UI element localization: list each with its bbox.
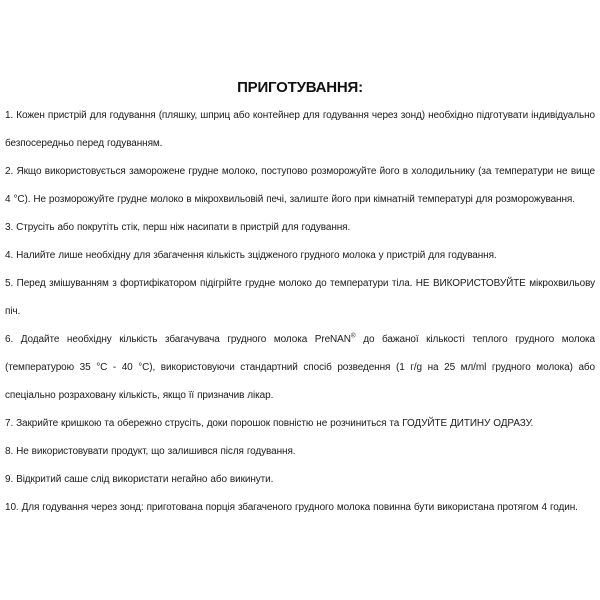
- instruction-item-8: 8. Не використовувати продукт, що залишився після годування.: [5, 446, 296, 457]
- instruction-item-7: 7. Закрийте кришкою та обережно струсіть, доки порошок повністю не розчиниться та ГОДУЙТЕ ДИТИНУ ОДРАЗУ.: [5, 418, 534, 429]
- instruction-item-6: 6. Додайте необхідну кількість збагачувача грудного молока PreNAN® до бажаної кількості теплого грудного молока (температурою 35 °C - 40 °C), використовуючи стандартний спосіб розведення (1 г/g на 25 мл/ml грудного молока) або спеціально розраховану кількість, якщо її призначив лікар.: [5, 332, 595, 401]
- instruction-item-9: 9. Відкритий саше слід використати негайно або викинути.: [5, 474, 274, 485]
- instruction-item-10: 10. Для годування через зонд: приготована порція збагаченого грудного молока повинна бути використана протягом 4 годин.: [5, 502, 578, 513]
- instruction-item-1: 1. Кожен пристрій для годування (пляшку, шприц або контейнер для годування через зонд) необхідно підготувати індивідуально безпосередньо перед годуванням.: [5, 110, 595, 149]
- instruction-item-5: 5. Перед змішуванням з фортифікатором підігрійте грудне молоко до температури тіла. НЕ ВИКОРИСТОВУЙТЕ мікрохвильову піч.: [5, 278, 595, 317]
- instruction-item-3: 3. Струсіть або покрутіть стік, перш ніж насипати в пристрій для годування.: [5, 222, 351, 233]
- instruction-item-4: 4. Налийте лише необхідну для збагачення кількість зцідженого грудного молока у пристрій для годування.: [5, 250, 497, 261]
- page-title: ПРИГОТУВАННЯ:: [237, 79, 363, 96]
- instruction-item-2: 2. Якщо використовується заморожене грудне молоко, поступово розморожуйте його в холодильнику (за температури не вище 4 °C). Не розморожуйте грудне молоко в мікрохвильовій печі, залиште його при кімнатній температурі для розморожування.: [5, 166, 595, 205]
